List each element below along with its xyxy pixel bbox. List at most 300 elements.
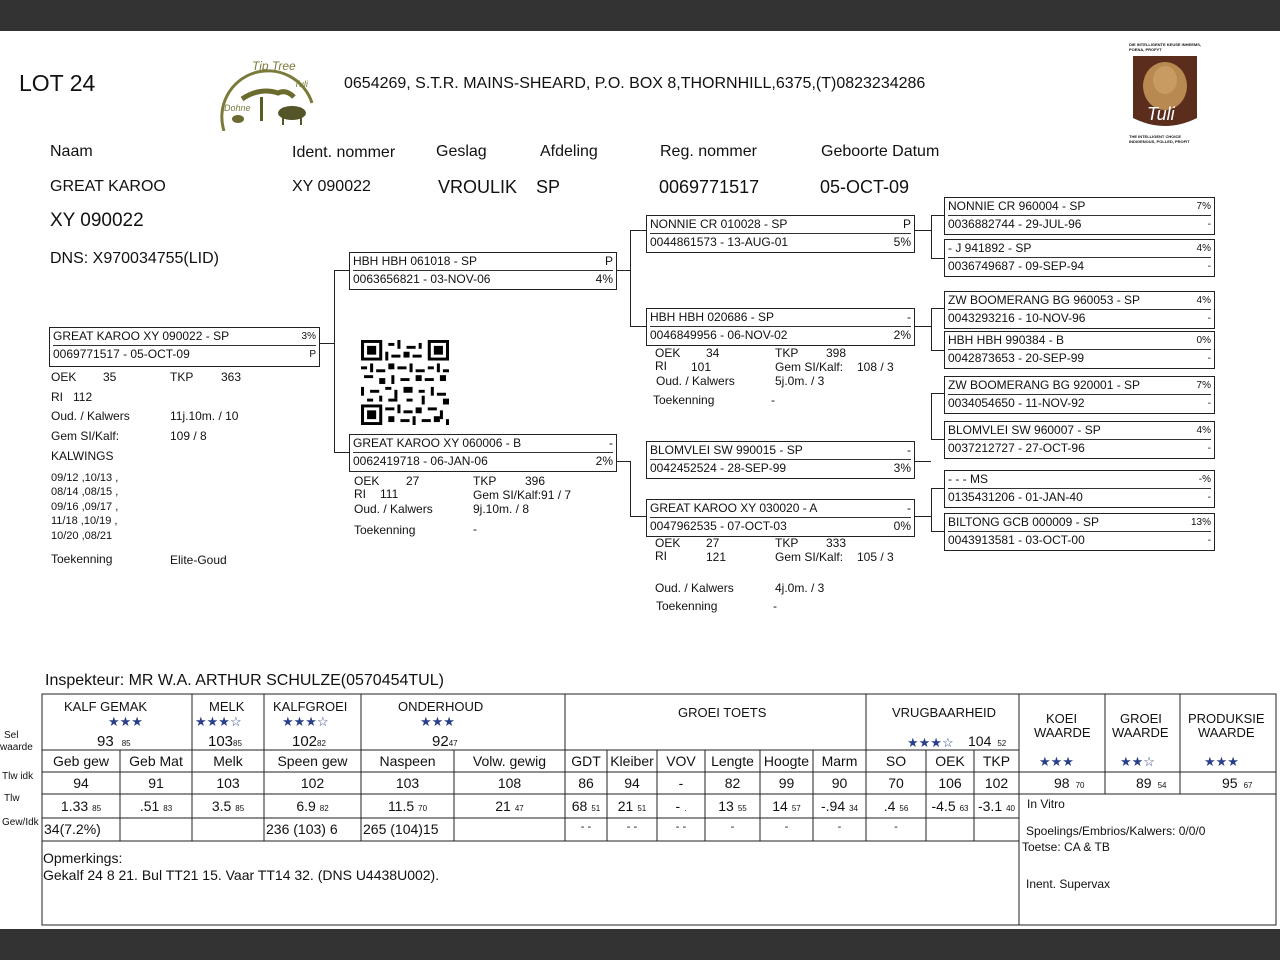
remarks-title: Opmerkings: [43, 850, 123, 866]
gew-cell [120, 819, 192, 840]
hdr-produksie-1: PRODUKSIE [1188, 711, 1265, 726]
row-label-gew: Gew/Idk [2, 817, 39, 828]
animal-ri-label: RI [51, 390, 63, 404]
sel-value: 93 [97, 733, 114, 750]
gew-cell [454, 819, 565, 840]
connector [931, 215, 944, 216]
tlw-cell [120, 795, 192, 817]
gp-name: BLOMVLEI SW 990015 - SP [650, 443, 803, 457]
tlw-idk-cell: 103 [395, 775, 420, 791]
sel-accuracy: 85 [233, 739, 242, 748]
gew-cell: 34(7.2%) [44, 821, 101, 837]
ggp-box-4 [944, 331, 1215, 369]
animal-oek: 35 [103, 370, 117, 384]
hdr-koei-1: KOEI [1046, 711, 1078, 726]
ggp-flag: - [1207, 443, 1211, 454]
connector [931, 488, 944, 489]
ggp-pct: 7% [1196, 380, 1211, 391]
connector [931, 215, 932, 258]
tlw-idk-cell: 94 [624, 775, 640, 791]
gp-dam-dam-box [646, 499, 915, 537]
row-label-tlw: Tlw [4, 793, 20, 804]
gp-flag: P [902, 217, 911, 231]
gp-sd-gem: 108 / 3 [857, 360, 894, 374]
hdr-produksie-2: WAARDE [1198, 725, 1255, 740]
waarde-value: 95 [1222, 775, 1238, 791]
dam-oek-label: OEK [354, 474, 380, 488]
ggp-flag: - [1207, 535, 1211, 546]
dam-oud: 9j.10m. / 8 [473, 502, 530, 516]
dam-name: GREAT KAROO XY 060006 - B [353, 436, 522, 450]
animal-toek: Elite-Goud [170, 553, 227, 567]
ggp-pct: 0% [1196, 335, 1211, 346]
ggp-flag: - [1207, 492, 1211, 503]
label-ident: Ident. nommer [292, 144, 396, 161]
tlw-idk-cell: 94 [73, 775, 89, 791]
ggp-flag: - [1207, 398, 1211, 409]
animal-reg: 0069771517 - 05-OCT-09 [53, 347, 190, 361]
gew-cell: - - [675, 821, 687, 833]
bottom-band [0, 929, 1280, 960]
sire-flag: P [604, 254, 613, 268]
value-afdeling: SP [536, 177, 561, 197]
connector [630, 461, 631, 516]
animal-tkp-label: TKP [170, 370, 194, 384]
gp-sire-dam-box [646, 308, 915, 346]
remarks-text: Gekalf 24 8 21. Bul TT21 15. Vaar TT14 32. (DNS U4438U002). [43, 867, 440, 883]
label-geslag: Geslag [436, 143, 487, 160]
tlw-cell [705, 795, 760, 817]
connector [931, 393, 944, 394]
gp-name: NONNIE CR 010028 - SP [650, 217, 788, 231]
ggp-name: ZW BOOMERANG BG 920001 - SP [948, 378, 1141, 392]
row-label-waarde: waarde [0, 742, 33, 753]
breeder-address: 0654269, S.T.R. MAINS-SHEARD, P.O. BOX 8,THORNHILL,6375,(T)0823234286 [344, 75, 926, 92]
hdr-onderhoud: ONDERHOUD [398, 699, 484, 714]
animal-kalwings-label: KALWINGS [51, 449, 114, 463]
gp-sd-toek: - [771, 393, 775, 407]
tlw-cell [760, 795, 813, 817]
dam-gem: Gem SI/Kalf:91 / 7 [473, 488, 572, 502]
connector [931, 531, 944, 532]
tlw-cell [926, 795, 974, 817]
connector [931, 393, 932, 439]
waarde-value: 98 [1054, 775, 1070, 791]
tlw-accuracy: 57 [791, 804, 801, 813]
kalwings-line: 09/12 ,10/13 , [51, 472, 119, 484]
value-naam: GREAT KAROO [50, 178, 166, 195]
hdr-kalf-gemak: KALF GEMAK [64, 699, 148, 714]
gew-cell: 265 (104)15 [363, 821, 439, 837]
inent: Inent. Supervax [1026, 877, 1111, 891]
tlw-accuracy: 55 [737, 804, 747, 813]
tlw-cell [657, 795, 705, 817]
connector [630, 230, 646, 231]
ggp-flag: - [1207, 313, 1211, 324]
gew-cell: - [730, 821, 735, 833]
dam-tkp-label: TKP [473, 474, 497, 488]
value-geslag: VROULIK [438, 177, 518, 197]
ggp-box-7 [944, 470, 1215, 508]
connector [630, 230, 631, 326]
tlw-cell [813, 795, 866, 817]
value-xy: XY 090022 [50, 210, 144, 231]
value-dns: DNS: X970034755(LID) [50, 250, 219, 267]
gew-cell: - [784, 821, 789, 833]
ggp-name: ZW BOOMERANG BG 960053 - SP [948, 293, 1141, 307]
tlw-accuracy: 51 [637, 804, 647, 813]
gp-sd-oek-label: OEK [655, 346, 681, 360]
tlw-idk-cell: 70 [888, 775, 904, 791]
hdr-groei-1: GROEI [1120, 711, 1162, 726]
spoelings: Spoelings/Embrios/Kalwers: 0/0/0 [1026, 824, 1206, 838]
tlw-idk-cell: - [678, 775, 684, 791]
ggp-box-5 [944, 376, 1215, 414]
column-header: GDT [571, 753, 601, 769]
tlw-value: .51 [139, 798, 160, 814]
tlw-value: 13 [718, 798, 734, 814]
column-header: Kleiber [610, 753, 654, 769]
tlw-value: 14 [772, 798, 788, 814]
connector [913, 326, 931, 327]
tlw-accuracy: 82 [319, 804, 329, 813]
ggp-pct: 4% [1196, 425, 1211, 436]
gp-dd-oek-label: OEK [655, 536, 681, 550]
top-band [0, 0, 1280, 31]
connector [334, 270, 335, 452]
ggp-box-3 [944, 291, 1215, 329]
waarde-accuracy: 67 [1243, 781, 1253, 790]
tlw-value: - [675, 798, 681, 814]
tlw-cell [361, 795, 454, 817]
tlw-idk-cell: 90 [831, 775, 848, 791]
onderhoud-stars-icon: ★★★ [420, 714, 455, 729]
lot-number: LOT 24 [19, 70, 96, 96]
column-header: Naspeen [379, 753, 436, 769]
tlw-cell [607, 795, 657, 817]
logo-dohne-text: Dohne [224, 103, 251, 113]
animal-ri: 112 [73, 390, 93, 404]
kalfgroei-value [292, 733, 326, 750]
tuli-logo-name: Tuli [1147, 104, 1175, 124]
connector [931, 350, 944, 351]
dam-oek: 27 [406, 474, 420, 488]
animal-toek-label: Toekenning [51, 552, 113, 566]
tlw-accuracy: 85 [235, 804, 245, 813]
ggp-reg: 0042873653 - 20-SEP-99 [948, 351, 1085, 365]
vrugbaarheid-stars-icon: ★★★☆ [907, 735, 954, 750]
dam-ri: 111 [380, 487, 399, 501]
sel-accuracy: 47 [448, 739, 458, 748]
connector [616, 461, 630, 462]
dam-toek-label: Toekenning [354, 523, 416, 537]
gew-cell: 236 (103) 6 [266, 821, 338, 837]
gp-sd-ri: 101 [691, 360, 712, 374]
ggp-name: NONNIE CR 960004 - SP [948, 199, 1086, 213]
sire-reg: 0063656821 - 03-NOV-06 [353, 272, 491, 286]
connector [630, 516, 646, 517]
value-reg: 0069771517 [659, 177, 760, 197]
ggp-box-2 [944, 239, 1215, 277]
gew-cell [192, 819, 264, 840]
ggp-flag: - [1207, 219, 1211, 230]
hdr-vrugbaarheid: VRUGBAARHEID [892, 705, 997, 720]
sel-value: 104 [968, 733, 992, 749]
melk-value [208, 733, 242, 750]
produksie-stars-icon: ★★★ [1204, 754, 1239, 769]
tlw-accuracy: 63 [959, 804, 969, 813]
gp-sd-tkp-label: TKP [775, 346, 799, 360]
waarde-accuracy: 54 [1157, 781, 1167, 790]
dam-pct: 2% [595, 454, 613, 468]
label-afdeling: Afdeling [540, 143, 598, 160]
column-header: VOV [666, 753, 696, 769]
ggp-pct: 4% [1196, 243, 1211, 254]
row-label-sel: Sel [4, 730, 19, 741]
tlw-accuracy: 70 [418, 804, 428, 813]
gew-cell: - - [626, 821, 638, 833]
gp-reg: 0047962535 - 07-OCT-03 [650, 519, 787, 533]
tlw-accuracy: 85 [92, 804, 102, 813]
value-geboorte: 05-OCT-09 [820, 177, 910, 197]
ggp-name: - J 941892 - SP [948, 241, 1032, 255]
animal-gem-label: Gem SI/Kalf: [51, 429, 120, 443]
melk-stars-icon: ★★★☆ [195, 714, 242, 729]
ggp-pct: -% [1198, 474, 1211, 485]
gp-pct: 5% [893, 235, 911, 249]
gp-dd-oek: 27 [706, 536, 720, 550]
gp-pct: 2% [893, 328, 911, 342]
gp-pct: 3% [893, 461, 911, 475]
connector [931, 308, 944, 309]
gp-dd-ri-label: RI [655, 549, 667, 563]
tlw-cell [565, 795, 607, 817]
tlw-idk-cell: 102 [300, 775, 325, 791]
sel-accuracy: 52 [997, 739, 1007, 748]
tlw-idk-cell: 82 [724, 775, 741, 791]
column-header: Volw. gewig [472, 753, 547, 769]
tlw-value: 68 [571, 798, 588, 814]
tlw-cell [866, 795, 926, 817]
tlw-accuracy: 51 [591, 804, 601, 813]
animal-oek-label: OEK [51, 370, 77, 384]
gp-sd-ri-label: RI [655, 359, 667, 373]
animal-gem: 109 / 8 [170, 429, 207, 443]
tlw-value: 3.5 [211, 798, 232, 814]
tlw-idk-cell: 86 [578, 775, 594, 791]
hdr-groei-toets: GROEI TOETS [678, 705, 767, 720]
tlw-idk-cell: 106 [938, 775, 962, 791]
tlw-value: 21 [495, 798, 511, 814]
column-header: Geb gew [52, 753, 110, 769]
tlw-cell [974, 795, 1019, 817]
groei-stars-icon: ★★☆ [1120, 754, 1155, 769]
sel-value: 103 [208, 733, 234, 750]
ggp-flag: - [1207, 353, 1211, 364]
tiptree-logo [220, 53, 316, 131]
label-naam: Naam [50, 143, 93, 160]
dam-oud-label: Oud. / Kalwers [354, 502, 433, 516]
gp-sd-gem-label: Gem SI/Kalf: [775, 360, 844, 374]
tlw-value: .4 [883, 798, 896, 814]
gew-cell: - - [580, 821, 592, 833]
gp-dd-toek: - [773, 599, 777, 613]
animal-oud-label: Oud. / Kalwers [51, 409, 130, 423]
column-header: Hoogte [763, 753, 810, 769]
tlw-accuracy: 34 [849, 804, 859, 813]
produksie-value [1222, 775, 1252, 791]
kalf-gemak-value [97, 733, 131, 750]
ggp-name: HBH HBH 990384 - B [948, 333, 1065, 347]
column-header: TKP [982, 753, 1011, 769]
sire-pct: 4% [595, 272, 613, 286]
dam-reg: 0062419718 - 06-JAN-06 [353, 454, 488, 468]
label-geboorte: Geboorte Datum [821, 143, 940, 160]
gp-reg: 0046849956 - 06-NOV-02 [650, 328, 788, 342]
gew-cell: - [837, 821, 842, 833]
inspector: Inspekteur: MR W.A. ARTHUR SCHULZE(0570454TUL) [45, 672, 444, 689]
ggp-name: BILTONG GCB 000009 - SP [948, 515, 1099, 529]
animal-box [49, 327, 320, 367]
tlw-value: 1.33 [60, 798, 89, 814]
dam-tkp: 396 [525, 474, 546, 488]
kalf-gemak-stars-icon: ★★★ [108, 714, 143, 729]
koei-stars-icon: ★★★ [1039, 754, 1074, 769]
connector [931, 488, 932, 531]
logo-tuli-text: Tuli [294, 79, 308, 89]
gp-dd-oud-label: Oud. / Kalwers [655, 581, 734, 595]
gp-sd-oek: 34 [706, 346, 720, 360]
animal-tkp: 363 [221, 370, 242, 384]
gp-sire-sire-box [646, 215, 915, 253]
gp-sd-tkp: 398 [826, 346, 847, 360]
ggp-reg: 0036882744 - 29-JUL-96 [948, 217, 1082, 231]
gp-pct: 0% [893, 519, 911, 533]
koei-value [1054, 775, 1084, 791]
animal-name: GREAT KAROO XY 090022 - SP [53, 329, 230, 343]
gp-dam-sire-box [646, 441, 915, 479]
tlw-idk-cell: 108 [497, 775, 522, 791]
sel-accuracy: 82 [317, 739, 326, 748]
kalwings-line: 09/16 ,09/17 , [51, 501, 119, 513]
ggp-box-8 [944, 513, 1215, 551]
connector [931, 308, 932, 350]
gp-flag: - [907, 443, 911, 457]
tlw-idk-cell: 102 [984, 775, 1009, 791]
gp-sd-toek-label: Toekenning [653, 393, 715, 407]
logo-tiptree-text: Tip Tree [252, 59, 296, 73]
gp-sd-oud: 5j.0m. / 3 [775, 374, 825, 388]
gp-flag: - [907, 501, 911, 515]
tlw-accuracy: 56 [899, 804, 909, 813]
tlw-accuracy: . [684, 804, 687, 813]
hdr-groei-2: WAARDE [1112, 725, 1169, 740]
column-header: Marm [821, 753, 858, 769]
waarde-accuracy: 70 [1075, 781, 1085, 790]
connector [334, 452, 349, 453]
tuli-logo-top-text: DIE INTELLIGENTE KEUSE INHEEMS, POENA, PROFYT [1129, 42, 1202, 52]
dam-toek: - [473, 522, 477, 536]
column-header: Speen gew [277, 753, 348, 769]
onderhoud-value [432, 733, 458, 750]
gp-dd-gem-label: Gem SI/Kalf: [775, 550, 844, 564]
dam-flag: - [609, 436, 613, 450]
ggp-name: - - - MS [948, 472, 988, 486]
dam-ri-label: RI [354, 487, 366, 501]
sel-value: 102 [292, 733, 318, 750]
tlw-value: -.94 [820, 798, 846, 814]
tlw-value: 11.5 [387, 798, 415, 814]
connector [913, 461, 931, 462]
connector [334, 270, 349, 271]
toetse: Toetse: CA & TB [1022, 840, 1110, 854]
tlw-cell [192, 795, 264, 817]
column-header: Melk [213, 753, 243, 769]
ggp-box-1 [944, 197, 1215, 235]
vrugbaarheid-value [968, 733, 1006, 749]
value-ident: XY 090022 [292, 178, 371, 195]
gp-dd-tkp-label: TKP [775, 536, 799, 550]
connector [616, 270, 630, 271]
tlw-accuracy: 40 [1006, 804, 1016, 813]
tlw-idk-cell: 91 [148, 775, 164, 791]
gp-dd-toek-label: Toekenning [656, 599, 718, 613]
column-header: Geb Mat [129, 753, 183, 769]
tlw-accuracy: 83 [163, 804, 173, 813]
ggp-reg: 0037212727 - 27-OCT-96 [948, 441, 1085, 455]
kalwings-line: 11/18 ,10/19 , [51, 515, 118, 527]
ggp-reg: 0036749687 - 09-SEP-94 [948, 259, 1085, 273]
tlw-idk-cell: 103 [216, 775, 240, 791]
column-header: SO [885, 753, 907, 769]
gp-dd-ri: 121 [706, 550, 727, 564]
column-header: Lengte [711, 753, 754, 769]
connector [931, 258, 944, 259]
gp-sd-oud-label: Oud. / Kalwers [656, 374, 735, 388]
gew-cell [974, 819, 1019, 840]
gp-dd-oud: 4j.0m. / 3 [775, 581, 825, 595]
tuli-logo [1125, 42, 1205, 146]
tlw-cell [42, 795, 120, 817]
ggp-reg: 0043913581 - 03-OCT-00 [948, 533, 1085, 547]
gp-reg: 0044861573 - 13-AUG-01 [650, 235, 789, 249]
hdr-kalfgroei: KALFGROEI [273, 699, 348, 714]
ggp-pct: 7% [1196, 201, 1211, 212]
animal-oud: 11j.10m. / 10 [170, 409, 239, 423]
hdr-melk: MELK [209, 699, 245, 714]
gew-cell: - [894, 821, 898, 833]
tlw-value: 21 [617, 798, 634, 814]
hdr-koei-2: WAARDE [1034, 725, 1091, 740]
tlw-cell [264, 795, 361, 817]
gp-flag: - [907, 310, 911, 324]
ggp-pct: 13% [1190, 517, 1211, 528]
ggp-flag: - [1207, 261, 1211, 272]
ggp-reg: 0043293216 - 10-NOV-96 [948, 311, 1086, 325]
gp-reg: 0042452524 - 28-SEP-99 [650, 461, 787, 475]
tlw-value: 6.9 [296, 798, 316, 814]
ggp-pct: 4% [1196, 295, 1211, 306]
animal-pct: 3% [301, 331, 316, 342]
label-reg: Reg. nommer [660, 143, 757, 160]
tlw-value: -4.5 [931, 798, 956, 814]
ggp-box-6 [944, 421, 1215, 459]
waarde-value: 89 [1136, 775, 1152, 791]
gp-dd-gem: 105 / 3 [857, 550, 894, 564]
row-label-tlw-idk: Tlw idk [2, 771, 34, 782]
tuli-logo-bottom-text: THE INTELLIGENT CHOICE INDIGENOUS, POLLED, PROFIT [1129, 134, 1190, 144]
in-vitro: In Vitro [1027, 797, 1065, 811]
